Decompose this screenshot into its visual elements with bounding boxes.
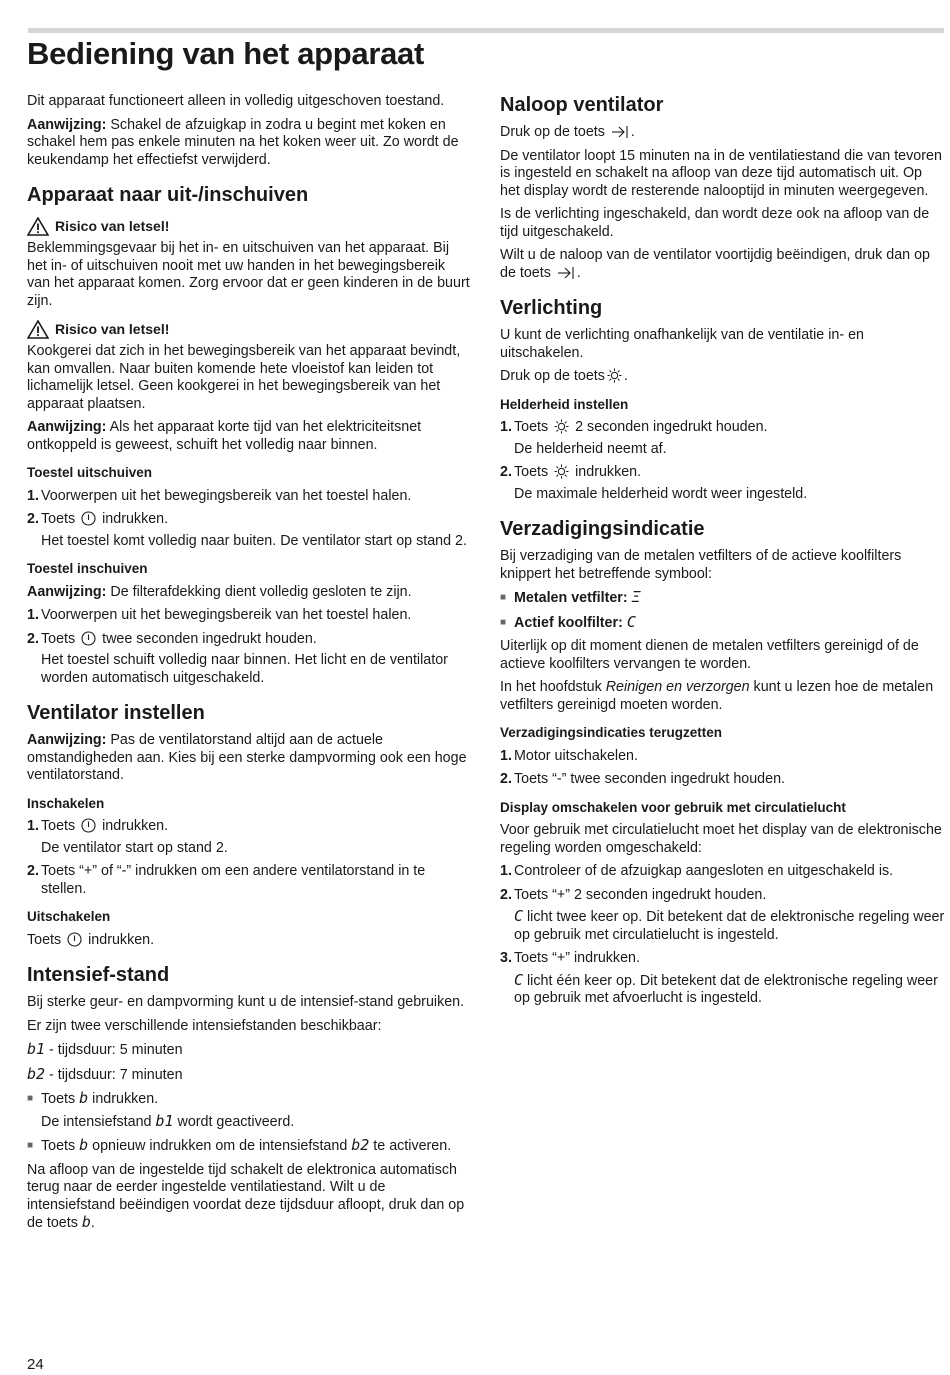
heading-uitschuiven: Toestel uitschuiven [27, 465, 153, 480]
warning-1: Risico van letsel! [27, 217, 472, 236]
step-uit-1: 1. Voorwerpen uit het bewegingsbereik van het toestel halen. [27, 487, 412, 504]
note-filter: Aanwijzing: De filterafdekking dient volledig gesloten te zijn. [27, 583, 412, 600]
warning-triangle-icon [27, 217, 49, 236]
charcoal-filter-symbol: C [626, 612, 636, 631]
naloop-p4: Wilt u de naloop van de ventilator voortijdig beëindigen, druk dan op de toets . [500, 247, 930, 281]
step-insch-2: 2. Toets “+” of “-” indrukken om een andere ventilatorstand in te stellen. [27, 863, 426, 897]
power-icon [81, 818, 96, 833]
display-p1: Voor gebruik met circulatielucht moet het display van de elektronische regeling worden omgeschakeld: [500, 822, 942, 856]
naloop-p3: Is de verlichting ingeschakeld, dan wordt deze ook na afloop van de tijd uitgeschakeld. [500, 206, 930, 240]
warning-triangle-icon [27, 320, 49, 339]
key-b-symbol: b [79, 1136, 89, 1154]
heading-naloop: Naloop ventilator [500, 94, 664, 116]
note-stroom: Aanwijzing: Als het apparaat korte tijd van het elektriciteitsnet ontkoppeld is geweest, schuift het volledig naar binnen. [27, 419, 422, 453]
step-disp-3: 3. Toets “+” indrukken. C licht één keer op. Dit betekent dat de elektronische regeling weer op gebruik met afvoerlucht is ingesteld. [500, 950, 938, 1006]
intro-text: Dit apparaat functioneert alleen in volledig uitgeschoven toestand. [27, 93, 445, 109]
intensief-p1: Bij sterke geur- en dampvorming kunt u de intensief-stand gebruiken. [27, 994, 465, 1010]
page-title: Bediening van het apparaat [27, 36, 425, 71]
heading-terugzetten: Verzadigingsindicaties terugzetten [500, 725, 723, 740]
uitschakelen-text: Toets indrukken. [27, 931, 155, 948]
step-uit-2: 2. Toets indrukken. Het toestel komt volledig naar buiten. De ventilator start op stand 2. [27, 511, 467, 549]
display-b1-symbol: b1 [27, 1040, 46, 1058]
display-b2-symbol: b2 [27, 1064, 46, 1083]
warning-1-text: Beklemmingsgevaar bij het in- en uitschuiven van het apparaat. Bij het in- of uitschuiven nooit met uw handen in het bewegingsbereik van het apparaat komen. Zorg ervoor dat er geen kinderen in de buurt zijn. [27, 240, 470, 309]
naloop-p1: Druk op de toets . [500, 124, 635, 140]
step-terug-2: 2. Toets “-” twee seconden ingedrukt houden. [500, 771, 786, 787]
note-ventilatorstand: Aanwijzing: Pas de ventilatorstand altijd aan de actuele omstandigheden aan. Kies bij een sterke dampvorming ook een hoge ventilatorstand. [27, 732, 467, 783]
heading-apparaat-schuiven: Apparaat naar uit-/inschuiven [27, 184, 309, 206]
step-hel-1: 1. Toets 2 seconden ingedrukt houden. De helderheid neemt af. [500, 419, 768, 457]
power-icon [81, 511, 96, 526]
verzadiging-bullet-koolfilter: ■ Actief koolfilter: C [500, 612, 636, 631]
intensief-b2: b2 - tijdsduur: 7 minuten [27, 1064, 183, 1083]
step-in-2: 2. Toets twee seconden ingedrukt houden. Het toestel schuift volledig naar binnen. Het licht en de ventilator worden automatisch uitgeschakeld. [27, 630, 448, 686]
heading-verlichting: Verlichting [500, 297, 603, 319]
step-insch-1: 1. Toets indrukken. De ventilator start op stand 2. [27, 818, 228, 856]
naloop-p2: De ventilator loopt 15 minuten na in de ventilatiestand die van tevoren is ingesteld en schakelt na afloop van deze tijd automatisch uit. Op het display wordt de resterende nalooptijd in minuten weergegeven. [500, 147, 942, 199]
charcoal-filter-symbol: C [514, 907, 524, 925]
left-column [27, 93, 472, 1239]
heading-ventilator: Ventilator instellen [27, 702, 205, 724]
heading-helderheid: Helderheid instellen [500, 396, 629, 412]
light-sun-icon [554, 419, 569, 434]
right-column [500, 93, 945, 1014]
heading-intensief: Intensief-stand [27, 964, 170, 986]
intensief-bullet-1: ■ Toets b indrukken. De intensiefstand b1 wordt geactiveerd. [27, 1089, 295, 1130]
verlichting-p1: U kunt de verlichting onafhankelijk van de ventilatie in- en uitschakelen. [500, 327, 864, 361]
intensief-p3: Na afloop van de ingestelde tijd schakelt de elektronica automatisch terug naar de eerder ingestelde ventilatiestand. Wilt u de intensiefstand beëindigen voordat deze tijdsduur afloopt, druk dan op de toets b. [27, 1161, 465, 1231]
heading-display: Display omschakelen voor gebruik met circulatielucht [500, 799, 846, 815]
power-icon [81, 631, 96, 646]
light-sun-icon [554, 464, 569, 479]
charcoal-filter-symbol: C [514, 970, 524, 989]
intensief-bullet-2: ■ Toets b opnieuw indrukken om de intensiefstand b2 te activeren. [27, 1136, 452, 1154]
grease-filter-symbol: Ξ [631, 588, 641, 606]
warning-2-text: Kookgerei dat zich in het bewegingsbereik van het apparaat bevindt, kan omvallen. Naar buiten komende hete vloeistof kan leiden tot lichamelijk letsel. Geen kookgerei in het bewegingsbereik van het apparaat plaatsen. [27, 343, 461, 412]
heading-verzadiging: Verzadigingsindicatie [500, 518, 705, 540]
key-b-symbol: b [79, 1089, 89, 1107]
power-icon [67, 932, 82, 947]
heading-inschakelen: Inschakelen [27, 795, 105, 811]
verzadiging-p3: In het hoofdstuk Reinigen en verzorgen kunt u lezen hoe de metalen vetfilters gereinigd moeten worden. [500, 679, 934, 713]
verzadiging-p1: Bij verzadiging van de metalen vetfilters of de actieve koolfilters knippert het betreffende symbool: [500, 548, 902, 582]
top-rule [28, 28, 944, 33]
intensief-b1: b1 - tijdsduur: 5 minuten [27, 1040, 183, 1058]
verlichting-p2: Druk op de toets . [500, 368, 628, 384]
heading-inschuiven: Toestel inschuiven [27, 561, 148, 576]
step-disp-1: 1. Controleer of de afzuigkap aangesloten en uitgeschakeld is. [500, 863, 894, 879]
light-sun-icon [607, 368, 622, 383]
intensief-p2: Er zijn twee verschillende intensiefstanden beschikbaar: [27, 1017, 382, 1034]
step-in-1: 1. Voorwerpen uit het bewegingsbereik van het toestel halen. [27, 607, 412, 623]
step-hel-2: 2. Toets indrukken. De maximale helderheid wordt weer ingesteld. [500, 464, 808, 502]
page-number: 24 [27, 1356, 44, 1373]
run-on-arrow-icon [611, 125, 629, 139]
note-koken: Aanwijzing: Schakel de afzuigkap in zodra u begint met koken en schakel hem pas enkele minuten na het koken weer uit. Zo wordt de keukendamp het effectiefst verwijderd. [27, 116, 459, 168]
verzadiging-bullet-vetfilter: ■ Metalen vetfilter: Ξ [500, 588, 641, 606]
heading-uitschakelen: Uitschakelen [27, 909, 111, 924]
step-disp-2: 2. Toets “+” 2 seconden ingedrukt houden. C licht twee keer op. Dit betekent dat de elektronische regeling weer op gebruik met circulatielucht is ingesteld. [500, 886, 945, 943]
verzadiging-p2: Uiterlijk op dit moment dienen de metalen vetfilters gereinigd of de actieve koolfilters vervangen te worden. [500, 638, 919, 672]
run-on-arrow-icon [557, 266, 575, 280]
warning-2: Risico van letsel! [27, 320, 472, 339]
step-terug-1: 1. Motor uitschakelen. [500, 747, 638, 764]
